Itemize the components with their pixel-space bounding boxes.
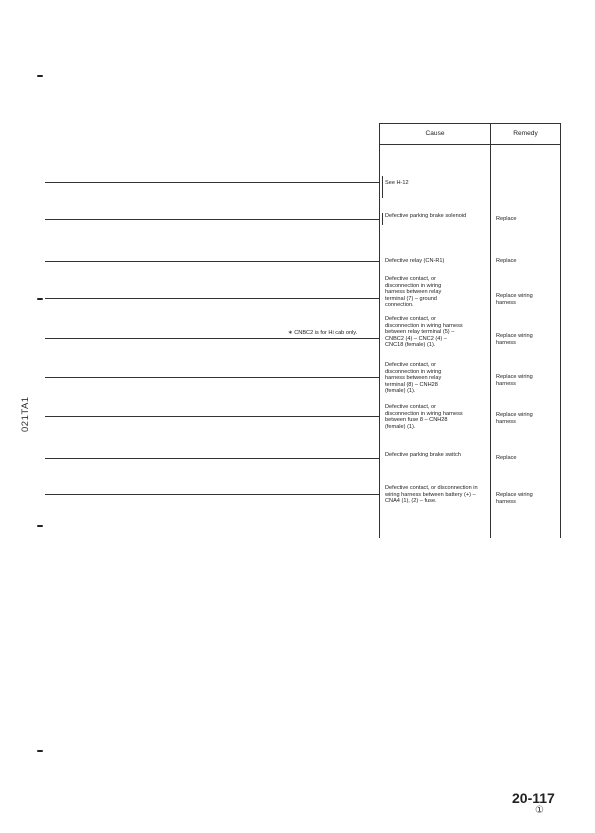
row-8-cause: Defective parking brake switch — [385, 452, 461, 458]
header-cause: Cause — [425, 130, 445, 137]
cab-note: ∗ CNBC2 is for Hi cab only. — [288, 330, 358, 336]
binding-mark-1 — [37, 75, 43, 77]
leader-line-4 — [45, 298, 379, 299]
table-column-divider — [490, 123, 491, 538]
row-4-remedy: Replace wiring harness — [496, 293, 533, 306]
row-9-cause: Defective contact, or disconnection in wiring harness between battery (+) – CNA4 (1), (2) – fuse. — [385, 485, 478, 505]
row-8-remedy: Replace — [496, 455, 517, 461]
binding-mark-3 — [37, 525, 43, 527]
row-3-cause: Defective relay (CN-R1) — [385, 258, 445, 264]
leader-line-2 — [45, 219, 379, 220]
binding-mark-4 — [37, 750, 43, 752]
leader-line-8 — [45, 458, 379, 459]
row-bracket-2 — [382, 213, 383, 225]
row-bracket-1 — [382, 176, 383, 198]
table-left-border — [379, 123, 380, 538]
row-5-cause: Defective contact, or disconnection in wiring harness between relay terminal (5) – CNBC2 (4) – CNC2 (4) – CNC18 (female) (1). — [385, 316, 463, 349]
leader-line-5 — [45, 338, 379, 339]
row-4-cause: Defective contact, or disconnection in wiring harness between relay terminal (7) – ground connection. — [385, 276, 442, 309]
revision-mark: ① — [535, 805, 544, 816]
leader-line-1 — [45, 182, 379, 183]
row-2-cause: Defective parking brake solenoid — [385, 213, 467, 219]
leader-line-9 — [45, 494, 379, 495]
table-right-border — [560, 123, 561, 538]
row-7-cause: Defective contact, or disconnection in wiring harness between fuse 8 – CNH28 (female) (1). — [385, 404, 463, 430]
row-2-remedy: Replace — [496, 216, 517, 222]
row-3-remedy: Replace — [496, 258, 517, 264]
row-5-remedy: Replace wiring harness — [496, 333, 533, 346]
row-1-cause: See H-12 — [385, 180, 409, 186]
side-code: 021TA1 — [20, 396, 31, 432]
row-6-cause: Defective contact, or disconnection in wiring harness between relay terminal (8) – CNH28 (female) (1). — [385, 362, 442, 395]
leader-line-7 — [45, 416, 379, 417]
leader-line-3 — [45, 261, 379, 262]
binding-mark-2 — [37, 298, 43, 300]
row-6-remedy: Replace wiring harness — [496, 374, 533, 387]
table-header-divider — [379, 144, 560, 145]
table-top-border — [379, 123, 560, 124]
leader-line-6 — [45, 377, 379, 378]
row-7-remedy: Replace wiring harness — [496, 412, 533, 425]
row-9-remedy: Replace wiring harness — [496, 492, 533, 505]
page-number: 20-117 — [512, 790, 555, 806]
header-remedy: Remedy — [513, 130, 538, 137]
